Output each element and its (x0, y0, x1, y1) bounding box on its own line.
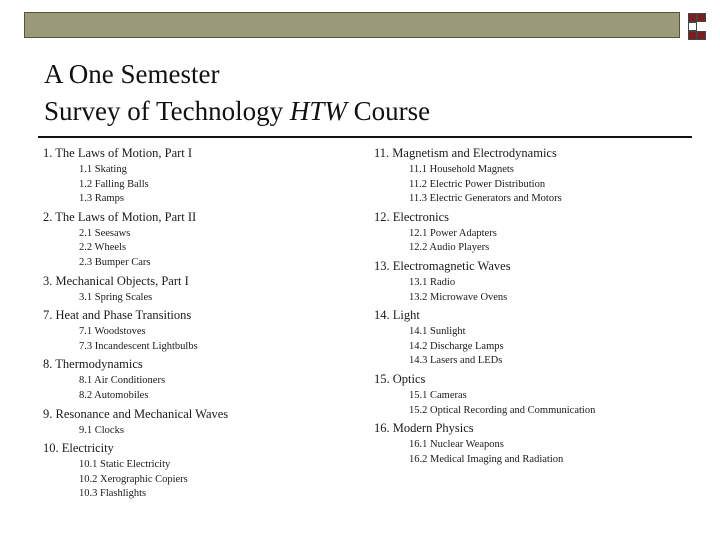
subtopic-item: 12.1 Power Adapters (409, 227, 497, 239)
decor-square-icon (688, 22, 697, 31)
subtopic-item: 10.1 Static Electricity (79, 459, 171, 471)
section-heading: 13. Electromagnetic Waves (374, 258, 511, 273)
subtopic-item: 16.2 Medical Imaging and Radiation (409, 453, 564, 465)
subtopic-item: 2.1 Seesaws (79, 227, 131, 239)
section-heading: 8. Thermodynamics (43, 357, 143, 372)
decor-square-icon (697, 13, 706, 22)
title-divider (38, 136, 692, 138)
subtopic-item: 1.2 Falling Balls (79, 178, 149, 190)
slide-header-bar (24, 12, 680, 38)
subtopic-item: 14.1 Sunlight (409, 326, 466, 338)
title-line-2 (44, 93, 430, 130)
subtopic-item: 11.1 Household Magnets (409, 164, 514, 175)
slide-title (44, 56, 430, 130)
right-topic-list (374, 146, 694, 467)
subtopic-item: 11.3 Electric Generators and Motors (409, 193, 562, 205)
subtopic-item: 7.3 Incandescent Lightbulbs (79, 340, 198, 352)
subtopic-item: 8.2 Automobiles (79, 389, 149, 401)
section-heading: 14. Light (374, 308, 420, 323)
section-heading: 11. Magnetism and Electrodynamics (374, 146, 557, 160)
decor-square-icon (697, 31, 706, 40)
decor-square-icon (688, 31, 697, 40)
section-heading: 10. Electricity (43, 441, 114, 456)
section-heading: 7. Heat and Phase Transitions (43, 308, 192, 323)
subtopic-item: 11.2 Electric Power Distribution (409, 178, 546, 190)
subtopic-item: 2.3 Bumper Cars (79, 256, 151, 268)
subtopic-item: 12.2 Audio Players (409, 242, 490, 254)
subtopic-item: 1.3 Ramps (79, 193, 124, 205)
subtopic-item: 16.1 Nuclear Weapons (409, 439, 504, 451)
subtopic-item: 13.1 Radio (409, 276, 456, 288)
subtopic-item: 15.1 Cameras (409, 389, 467, 401)
subtopic-item: 10.2 Xerographic Copiers (79, 473, 188, 485)
title-htw: HTW (289, 96, 347, 126)
subtopic-item: 14.2 Discharge Lamps (409, 340, 504, 352)
section-heading: 9. Resonance and Mechanical Waves (43, 406, 229, 421)
subtopic-item: 8.1 Air Conditioners (79, 375, 166, 387)
section-heading: 16. Modern Physics (374, 421, 474, 436)
section-heading: 15. Optics (374, 371, 426, 386)
section-heading: 2. The Laws of Motion, Part II (43, 209, 197, 224)
subtopic-item: 9.1 Clocks (79, 424, 124, 436)
subtopic-item: 10.3 Flashlights (79, 488, 147, 500)
title-line-2-end: Course (346, 96, 431, 126)
subtopic-item: 3.1 Spring Scales (79, 291, 153, 303)
title-line-1: A One Semester (44, 59, 220, 89)
subtopic-item: 13.2 Microwave Ovens (409, 291, 508, 303)
subtopic-item: 1.1 Skating (79, 164, 127, 175)
section-heading: 12. Electronics (374, 209, 449, 224)
subtopic-item: 15.2 Optical Recording and Communication (409, 404, 596, 416)
title-line-2-start: Survey of Technology (44, 96, 290, 126)
left-topic-list (43, 146, 343, 502)
subtopic-item: 2.2 Wheels (79, 242, 127, 254)
section-heading: 1. The Laws of Motion, Part I (43, 146, 193, 160)
subtopic-item: 14.3 Lasers and LEDs (409, 355, 503, 367)
decor-square-icon (688, 13, 697, 22)
subtopic-item: 7.1 Woodstoves (79, 326, 146, 338)
section-heading: 3. Mechanical Objects, Part I (43, 273, 189, 288)
